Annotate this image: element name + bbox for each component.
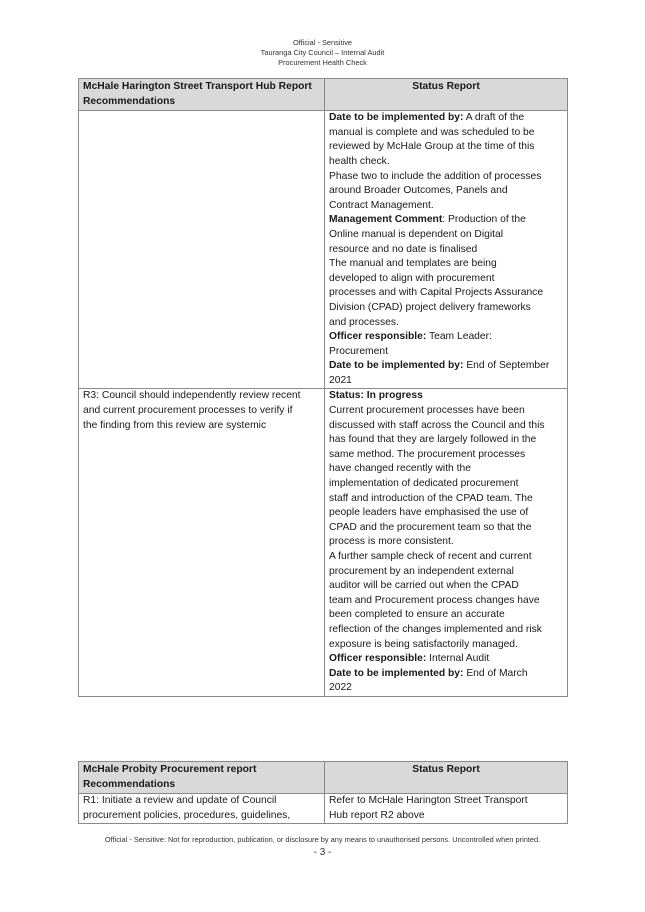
header-classification: Official - Sensitive [292,38,352,47]
text-line: Current procurement processes have been [329,405,525,417]
recommendation-cell [79,794,325,824]
text-line: and processes. [329,316,399,328]
text-line: discussed with staff across the Council and this [329,419,545,431]
table-row [79,111,568,389]
text-line: manual is complete and was scheduled to be [329,126,535,138]
text-line: Date to be implemented by: End of September [329,360,550,372]
probity-procurement-table [78,761,568,824]
text-line: people leaders have emphasised the use of [329,507,529,519]
text-line: been completed to ensure an accurate [329,609,505,621]
text-line: around Broader Outcomes, Panels and [329,185,508,197]
status-cell [325,794,568,824]
text-line: Online manual is dependent on Digital [329,228,504,240]
text-line: same method. The procurement processes [329,448,526,460]
text-line: R3: Council should independently review recent [83,390,301,402]
transport-hub-table [78,78,568,697]
text-line: Status: In progress [329,390,423,402]
status-report-column-header: Status Report [325,79,568,111]
text-line: Officer responsible: Internal Audit [329,653,490,665]
text-line: team and Procurement process changes have [329,594,540,606]
text-line: A further sample check of recent and current [329,551,532,562]
footer-disclaimer: Official - Sensitive: Not for reproduction, publication, or disclosure by any means to unauthorised persons. Uncontrolled when printed. [104,835,541,844]
page-header [0,38,645,68]
text-line: Phase two to include the addition of processes [329,170,542,182]
text-line: Contract Management. [329,199,434,211]
page-number: - 3 - [313,847,332,858]
recommendations-column-header: McHale Harington Street Transport Hub Report Recommendations [79,79,325,111]
text-line: Officer responsible: Team Leader: [329,331,492,343]
header-organisation: Tauranga City Council – Internal Audit [260,48,385,57]
text-line: has found that they are largely followed in the [329,434,537,446]
table-header-row [79,762,568,794]
text-line: procurement policies, procedures, guidelines, [83,809,291,821]
recommendation-cell [79,111,325,389]
recommendations-column-header: McHale Probity Procurement report Recommendations [79,762,325,794]
table-row [79,794,568,824]
text-line: Management Comment: Production of the [329,214,526,226]
text-line: processes and with Capital Projects Assurance [329,287,544,299]
text-line: reflection of the changes implemented and risk [329,623,542,635]
text-line: reviewed by McHale Group at the time of this [329,141,535,153]
text-line: 2022 [329,682,352,694]
text-line: Division (CPAD) project delivery frameworks [329,301,531,313]
text-line: process is more consistent. [329,536,454,548]
text-line: and current procurement processes to verify if [83,405,293,417]
text-line: staff and introduction of the CPAD team. The [329,492,533,504]
text-line: Date to be implemented by: A draft of the [329,112,525,124]
text-line: Hub report R2 above [329,809,425,821]
text-line: resource and no date is finalised [329,243,478,255]
table-row [79,389,568,696]
text-line: health check. [329,155,390,167]
text-line: Date to be implemented by: End of March [329,667,528,679]
status-cell [325,111,568,389]
text-line: exposure is being satisfactorily managed. [329,638,518,650]
text-line: developed to align with procurement [329,272,495,284]
text-line: R1: Initiate a review and update of Council [83,795,277,807]
text-line: implementation of dedicated procurement [329,478,519,490]
status-report-column-header: Status Report [325,762,568,794]
text-line: auditor will be carried out when the CPAD [329,580,519,592]
table-header-row [79,79,568,111]
text-line: the finding from this review are systemic [83,419,267,431]
text-line: Refer to McHale Harington Street Transport [329,795,528,807]
text-line: The manual and templates are being [329,258,497,270]
recommendation-cell [79,389,325,696]
text-line: have changed recently with the [329,463,471,475]
text-line: Procurement [329,345,388,357]
text-line: procurement by an independent external [329,565,514,577]
status-cell [325,389,568,696]
header-document-title: Procurement Health Check [278,58,367,67]
text-line: 2021 [329,374,352,386]
text-line: CPAD and the procurement team so that the [329,521,532,533]
